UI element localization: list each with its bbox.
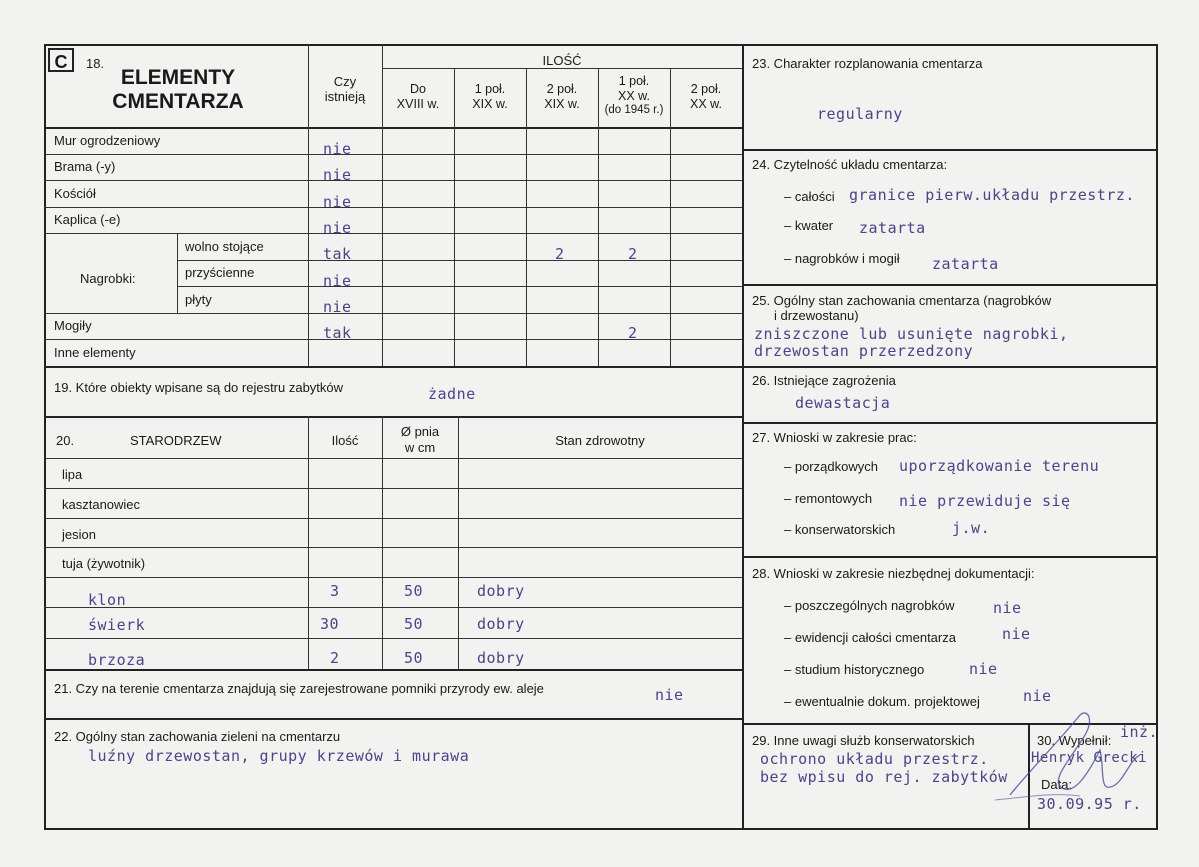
s24-whole-label: – całości xyxy=(784,189,835,204)
s30-label: 30. Wypełnił: xyxy=(1037,733,1112,748)
tree-maple-diam: 50 xyxy=(404,582,424,600)
s27-label: 27. Wnioski w zakresie prac: xyxy=(752,430,917,445)
tree-spruce-health: dobry xyxy=(477,615,525,633)
s28-project-value: nie xyxy=(1023,687,1052,705)
graves-label: Nagrobki: xyxy=(80,271,136,286)
tree-birch-health: dobry xyxy=(477,649,525,667)
exists-freestanding: tak xyxy=(323,245,352,263)
exists-mounds: tak xyxy=(323,324,352,342)
s28-records-label: – ewidencji całości cmentarza xyxy=(784,630,956,645)
row-label-slabs: płyty xyxy=(185,292,212,307)
s20-number: 20. xyxy=(56,433,75,448)
s27-repair-value: nie przewiduje się xyxy=(899,492,1071,510)
quantity-header: ILOŚĆ xyxy=(542,53,582,68)
s28-project-label: – ewentualnie dokum. projektowej xyxy=(784,694,980,709)
exists-wall-mounted: nie xyxy=(323,272,352,290)
row-label-chapel: Kaplica (-e) xyxy=(54,212,121,227)
s28-history-label: – studium historycznego xyxy=(784,662,925,677)
tree-birch-qty: 2 xyxy=(330,649,340,667)
period-5-l2: XX w. xyxy=(690,97,722,111)
row-label-wall-mounted: przyścienne xyxy=(185,265,255,280)
s27-conservation-value: j.w. xyxy=(952,519,991,537)
s22-label: 22. Ogólny stan zachowania zieleni na cmentarzu xyxy=(54,729,341,744)
period-3-l1: 2 poł. xyxy=(546,82,578,96)
s29-label: 29. Inne uwagi służb konserwatorskich xyxy=(752,733,975,748)
tree-thuja: tuja (żywotnik) xyxy=(62,556,146,571)
s24-quarters-value: zatarta xyxy=(859,219,926,237)
row-label-gate: Brama (-y) xyxy=(54,159,116,174)
period-1-l2: XVIII w. xyxy=(396,97,440,111)
s21-value: nie xyxy=(655,686,684,704)
tree-maple-health: dobry xyxy=(477,582,525,600)
s23-value: regularny xyxy=(817,105,903,123)
s28-label: 28. Wnioski w zakresie niezbędnej dokumentacji: xyxy=(752,566,1035,581)
freestanding-p3: 2 xyxy=(555,245,565,263)
s25-label-l2: i drzewostanu) xyxy=(774,308,859,323)
row-label-wall: Mur ogrodzeniowy xyxy=(54,133,161,148)
s22-value: luźny drzewostan, grupy krzewów i murawa xyxy=(88,747,470,765)
exists-header-l2: istnieją xyxy=(324,89,366,104)
s24-label: 24. Czytelność układu cmentarza: xyxy=(752,157,948,172)
s30-title: inż. xyxy=(1120,723,1159,741)
period-2-l2: XIX w. xyxy=(472,97,508,111)
s27-cleanup-value: uporządkowanie terenu xyxy=(899,457,1100,475)
s27-cleanup-label: – porządkowych xyxy=(784,459,878,474)
column-divider xyxy=(742,44,744,830)
period-4-l3: (do 1945 r.) xyxy=(604,104,664,116)
period-1-l1: Do xyxy=(410,82,426,96)
s28-records-value: nie xyxy=(1002,625,1031,643)
row-label-freestanding: wolno stojące xyxy=(185,239,264,254)
tree-linden: lipa xyxy=(62,467,83,482)
section-letter: C xyxy=(48,48,74,72)
exists-gate: nie xyxy=(323,166,352,184)
signature-scribble xyxy=(990,700,1150,815)
s26-value: dewastacja xyxy=(795,394,891,412)
row-label-mounds: Mogiły xyxy=(54,318,92,333)
mounds-p4: 2 xyxy=(628,324,638,342)
period-2-l1: 1 poł. xyxy=(474,82,506,96)
tree-birch: brzoza xyxy=(88,651,146,669)
exists-wall: nie xyxy=(323,140,352,158)
tree-chestnut: kasztanowiec xyxy=(62,497,141,512)
s25-label-l1: 25. Ogólny stan zachowania cmentarza (nagrobków xyxy=(752,293,1052,308)
period-5-l1: 2 poł. xyxy=(690,82,722,96)
exists-header-l1: Czy xyxy=(333,74,357,89)
exists-church: nie xyxy=(323,193,352,211)
tree-spruce-diam: 50 xyxy=(404,615,424,633)
exists-slabs: nie xyxy=(323,298,352,316)
s28-graves-label: – poszczególnych nagrobków xyxy=(784,598,955,613)
s26-label: 26. Istniejące zagrożenia xyxy=(752,373,896,388)
s29-value-l1: ochrono układu przestrz. xyxy=(760,750,989,768)
tree-maple: klon xyxy=(88,591,127,609)
s20-diam-header-l2: w cm xyxy=(404,440,436,455)
s18-number: 18. xyxy=(86,56,105,71)
period-4-l1: 1 poł. xyxy=(618,74,650,88)
s24-graves-label: – nagrobków i mogił xyxy=(784,251,900,266)
s21-label: 21. Czy na terenie cmentarza znajdują się zarejestrowane pomniki przyrody ew. aleje xyxy=(54,681,544,696)
s24-quarters-label: – kwater xyxy=(784,218,834,233)
s20-diam-header-l1: Ø pnia xyxy=(400,424,440,439)
s20-title: STARODRZEW xyxy=(130,433,222,448)
s19-label: 19. Które obiekty wpisane są do rejestru zabytków xyxy=(54,380,344,395)
s24-graves-value: zatarta xyxy=(932,255,999,273)
s30-name: Henryk Grecki xyxy=(1031,750,1148,766)
tree-spruce: świerk xyxy=(88,616,146,634)
row-label-other: Inne elementy xyxy=(54,345,136,360)
s18-title-line2: CMENTARZA xyxy=(112,90,244,113)
s28-graves-value: nie xyxy=(993,599,1022,617)
tree-ash: jesion xyxy=(62,527,96,542)
freestanding-p4: 2 xyxy=(628,245,638,263)
tree-birch-diam: 50 xyxy=(404,649,424,667)
s28-history-value: nie xyxy=(969,660,998,678)
s27-repair-label: – remontowych xyxy=(784,491,873,506)
row-label-church: Kościół xyxy=(54,186,96,201)
s19-value: żadne xyxy=(428,385,476,403)
s30-date: 30.09.95 r. xyxy=(1037,795,1142,813)
tree-maple-qty: 3 xyxy=(330,582,340,600)
s25-value-l2: drzewostan przerzedzony xyxy=(754,342,974,360)
s23-label: 23. Charakter rozplanowania cmentarza xyxy=(752,56,983,71)
s27-conservation-label: – konserwatorskich xyxy=(784,522,896,537)
period-3-l2: XIX w. xyxy=(544,97,580,111)
s20-health-header: Stan zdrowotny xyxy=(555,433,645,448)
tree-spruce-qty: 30 xyxy=(320,615,340,633)
period-4-l2: XX w. xyxy=(618,89,650,103)
s24-whole-value: granice pierw.układu przestrz. xyxy=(849,186,1135,204)
s20-qty-header: Ilość xyxy=(331,433,359,448)
exists-chapel: nie xyxy=(323,219,352,237)
s18-title-line1: ELEMENTY xyxy=(120,66,236,89)
s25-value-l1: zniszczone lub usunięte nagrobki, xyxy=(754,325,1069,343)
s30-date-label: Data: xyxy=(1041,777,1073,792)
s29-value-l2: bez wpisu do rej. zabytków xyxy=(760,768,1008,786)
